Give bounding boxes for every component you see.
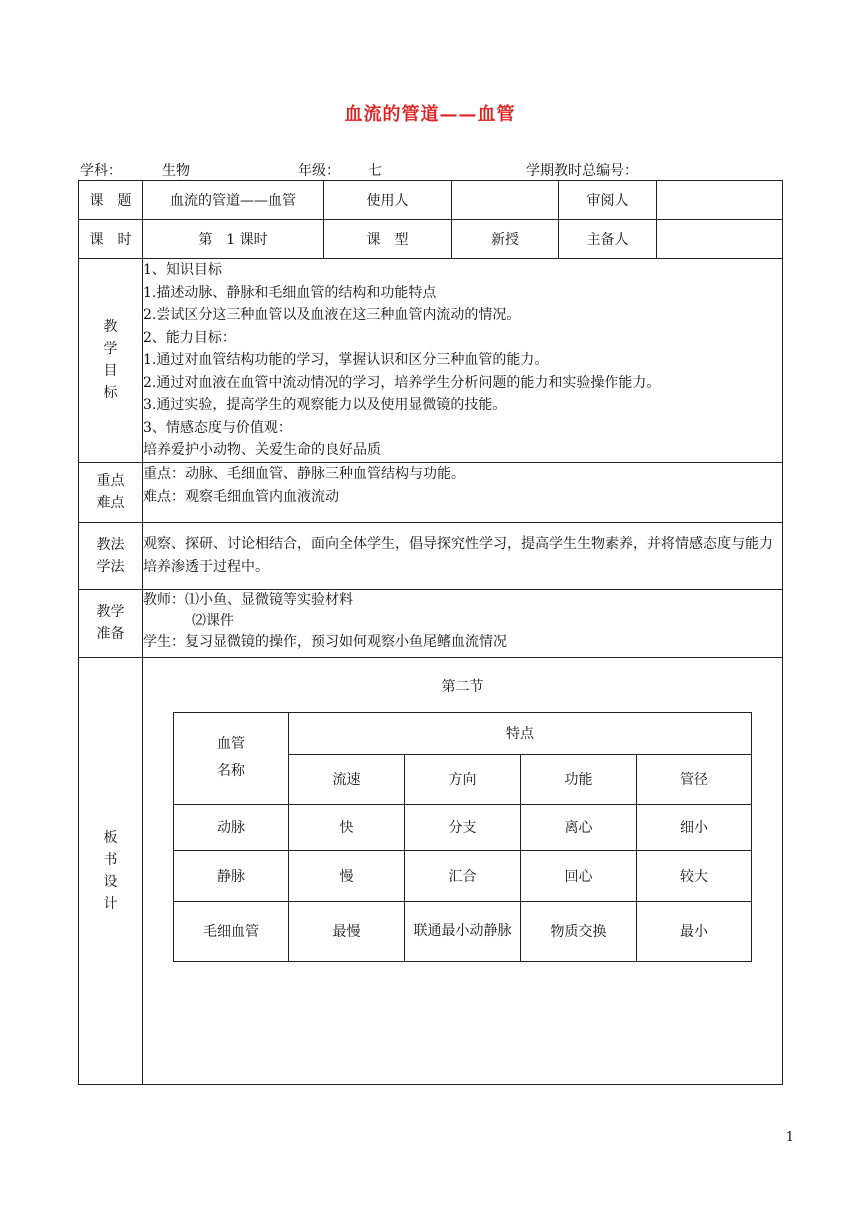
keypoints-line: 难点：观察毛细血管内血液流动: [143, 488, 339, 505]
column-header: 方向: [405, 754, 521, 804]
goals-line: 3、情感态度与价值观：: [143, 419, 292, 436]
lesson-plan-table: [78, 180, 783, 1085]
prep-row: [79, 589, 783, 657]
keypoints-content: [143, 462, 783, 522]
topic-label: 课 题: [79, 181, 143, 220]
table-row: [174, 901, 752, 961]
prep-label: 教学 准备: [79, 589, 143, 657]
topic-value: 血流的管道——血管: [143, 181, 324, 220]
preparer-value: [657, 220, 783, 259]
prep-content: [143, 589, 783, 657]
table-cell: 分支: [405, 804, 521, 850]
page-number: 1: [785, 1130, 794, 1145]
serial-label: 学期教时总编号：: [526, 163, 638, 179]
document-title: 血流的管道——血管: [344, 104, 516, 125]
column-header: 流速: [289, 754, 405, 804]
table-cell: 汇合: [405, 850, 521, 901]
methods-content: 观察、探研、讨论相结合，面向全体学生，倡导探究性学习，提高学生生物素养，并将情感态度与能力培养渗透于过程中。: [143, 522, 783, 589]
goals-line: 2.通过对血液在血管中流动情况的学习，培养学生分析问题的能力和实验操作能力。: [143, 374, 661, 391]
vessel-table: [173, 712, 752, 962]
goals-line: 3.通过实验，提高学生的观察能力以及使用显微镜的技能。: [143, 397, 507, 413]
reviewer-value: [657, 181, 783, 220]
goals-line: 1、知识目标: [143, 262, 222, 278]
user-label: 使用人: [324, 181, 452, 220]
type-label: 课 型: [324, 220, 452, 259]
preparer-label: 主备人: [559, 220, 657, 259]
prep-line: ⑵课件: [192, 612, 234, 629]
goals-line: 1.描述动脉、静脉和毛细血管的结构和功能特点: [143, 284, 437, 301]
table-cell: 慢: [289, 850, 405, 901]
table-cell: 物质交换: [521, 901, 637, 961]
period-row: [79, 220, 783, 259]
vessel-name-header: 血管 名称: [174, 712, 289, 804]
keypoints-label: 重点 难点: [79, 462, 143, 522]
reviewer-label: 审阅人: [559, 181, 657, 220]
table-cell: 较大: [637, 850, 752, 901]
board-row: [79, 657, 783, 1084]
column-header: 管径: [637, 754, 752, 804]
goals-line: 2.尝试区分这三种血管以及血液在这三种血管内流动的情况。: [143, 307, 521, 323]
subject-value: 生物: [162, 163, 190, 179]
user-value: [452, 181, 559, 220]
board-content: [143, 657, 783, 1084]
grade-value: 七: [368, 163, 382, 179]
table-cell: 最慢: [289, 901, 405, 961]
keypoints-row: [79, 462, 783, 522]
column-header: 功能: [521, 754, 637, 804]
table-cell: 联通最小动静脉: [405, 901, 521, 961]
period-value: 第 1 课时: [143, 220, 324, 259]
subject-label: 学科：: [80, 163, 122, 179]
methods-row: [79, 522, 783, 589]
table-cell: 离心: [521, 804, 637, 850]
goals-line: 1.通过对血管结构功能的学习，掌握认识和区分三种血管的能力。: [143, 352, 549, 368]
vessel-name: 动脉: [174, 804, 289, 850]
table-cell: 回心: [521, 850, 637, 901]
board-section-title: 第二节: [441, 678, 484, 695]
goals-line: 培养爱护小动物、关爱生命的良好品质: [143, 442, 381, 458]
type-value: 新授: [452, 220, 559, 259]
table-cell: 细小: [637, 804, 752, 850]
feature-header: 特点: [289, 712, 752, 754]
prep-line: 学生：复习显微镜的操作，预习如何观察小鱼尾鳍血流情况: [143, 633, 507, 650]
grade-label: 年级：: [298, 163, 340, 179]
prep-line: 教师：⑴小鱼、显微镜等实验材料: [143, 591, 353, 608]
vessel-name: 毛细血管: [174, 901, 289, 961]
table-row: [174, 804, 752, 850]
goals-content: [143, 259, 783, 463]
keypoints-line: 重点：动脉、毛细血管、静脉三种血管结构与功能。: [143, 465, 465, 482]
table-cell: 快: [289, 804, 405, 850]
board-label: 板 书 设 计: [79, 657, 143, 1084]
goals-row: [79, 259, 783, 463]
topic-row: [79, 181, 783, 220]
goals-line: 2、能力目标：: [143, 329, 236, 346]
table-cell: 最小: [637, 901, 752, 961]
goals-label: 教 学 目 标: [79, 259, 143, 463]
vessel-name: 静脉: [174, 850, 289, 901]
methods-label: 教法 学法: [79, 522, 143, 589]
table-row: [174, 850, 752, 901]
period-label: 课 时: [79, 220, 143, 259]
